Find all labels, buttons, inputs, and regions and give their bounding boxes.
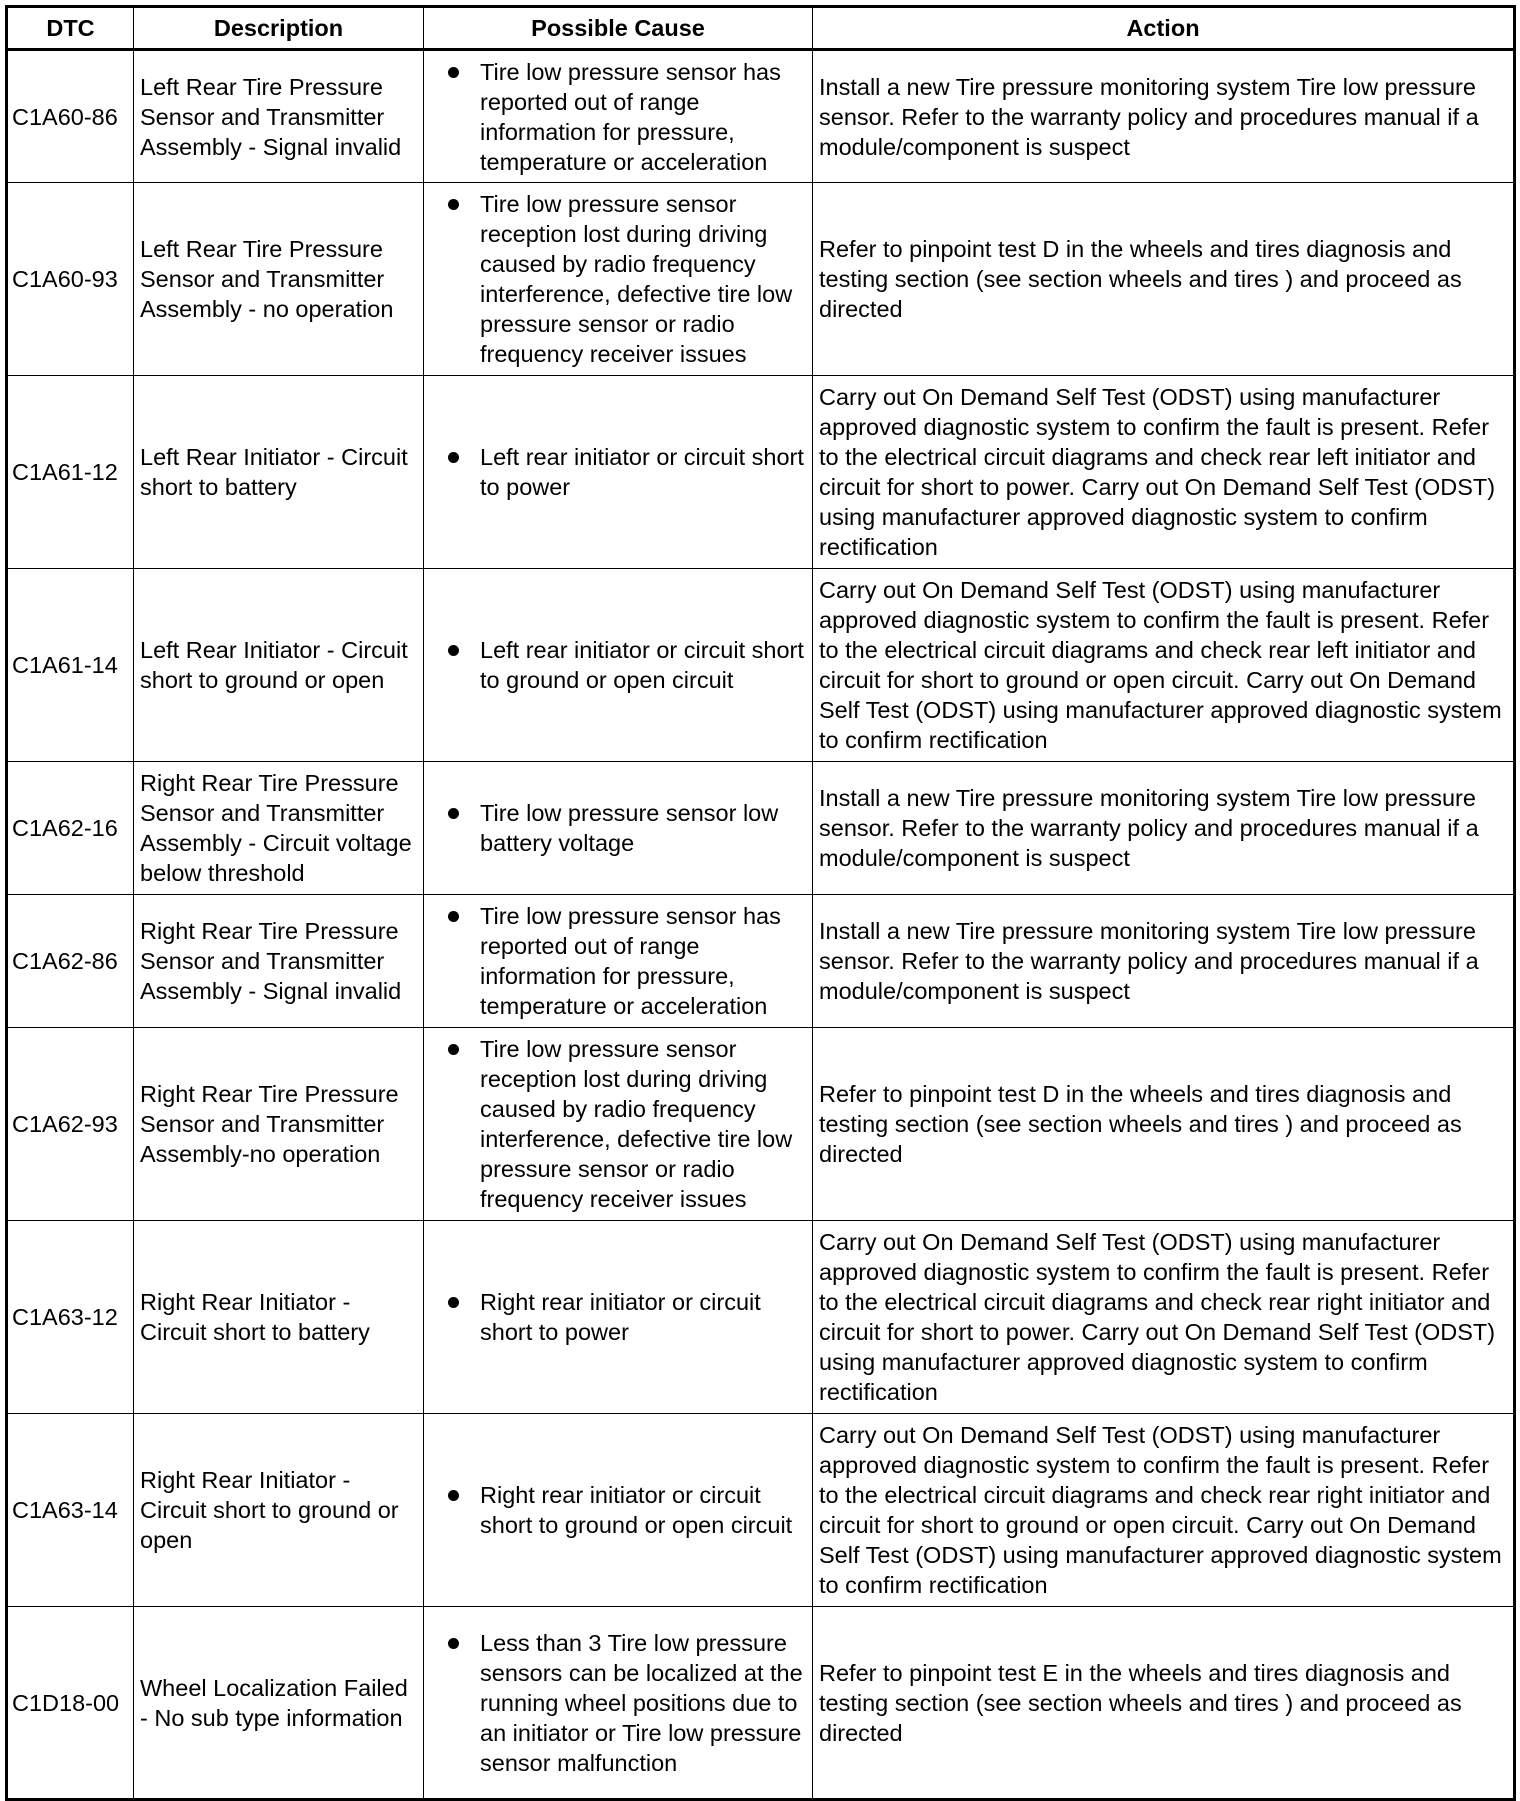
dtc-action: Install a new Tire pressure monitoring system Tire low pressure sensor. Refer to the warranty policy and procedures manual if a module/component is suspect: [813, 895, 1515, 1028]
dtc-description: Wheel Localization Failed - No sub type information: [134, 1607, 424, 1800]
possible-cause-cell: [424, 1221, 813, 1414]
dtc-table: [5, 5, 1516, 1801]
dtc-description: Right Rear Initiator - Circuit short to battery: [134, 1221, 424, 1414]
dtc-code: C1A61-14: [7, 569, 134, 762]
possible-cause-item: Less than 3 Tire low pressure sensors can be localized at the running wheel positions due to an initiator or Tire low pressure sensor malfunction: [446, 1628, 804, 1778]
possible-cause-cell: [424, 569, 813, 762]
possible-cause-cell: [424, 1414, 813, 1607]
possible-cause-item: Right rear initiator or circuit short to ground or open circuit: [446, 1480, 804, 1540]
header-dtc: DTC: [7, 7, 134, 50]
possible-cause-cell: [424, 762, 813, 895]
dtc-code: C1A62-93: [7, 1028, 134, 1221]
possible-cause-cell: [424, 376, 813, 569]
table-row: [7, 1414, 1515, 1607]
dtc-code: C1A60-93: [7, 183, 134, 376]
table-row: [7, 1028, 1515, 1221]
dtc-action: Carry out On Demand Self Test (ODST) using manufacturer approved diagnostic system to confirm the fault is present. Refer to the electrical circuit diagrams and check rear right initiator and circuit for short to ground or open circuit. Carry out On Demand Self Test (ODST) using manufacturer approved diagnostic system to confirm rectification: [813, 1414, 1515, 1607]
possible-cause-cell: [424, 1607, 813, 1800]
dtc-action: Refer to pinpoint test E in the wheels and tires diagnosis and testing section (see section wheels and tires ) and proceed as directed: [813, 1607, 1515, 1800]
table-row: [7, 1607, 1515, 1800]
possible-cause-item: Tire low pressure sensor reception lost during driving caused by radio frequency interference, defective tire low pressure sensor or radio frequency receiver issues: [446, 1034, 804, 1214]
table-row: [7, 762, 1515, 895]
dtc-description: Left Rear Tire Pressure Sensor and Transmitter Assembly - Signal invalid: [134, 50, 424, 183]
dtc-description: Right Rear Tire Pressure Sensor and Transmitter Assembly - Signal invalid: [134, 895, 424, 1028]
header-possible-cause: Possible Cause: [424, 7, 813, 50]
possible-cause-cell: [424, 895, 813, 1028]
dtc-action: Refer to pinpoint test D in the wheels and tires diagnosis and testing section (see section wheels and tires ) and proceed as directed: [813, 1028, 1515, 1221]
possible-cause-item: Left rear initiator or circuit short to ground or open circuit: [446, 635, 804, 695]
table-header-row: [7, 7, 1515, 50]
possible-cause-item: Tire low pressure sensor reception lost during driving caused by radio frequency interference, defective tire low pressure sensor or radio frequency receiver issues: [446, 189, 804, 369]
dtc-action: Install a new Tire pressure monitoring system Tire low pressure sensor. Refer to the warranty policy and procedures manual if a module/component is suspect: [813, 50, 1515, 183]
possible-cause-cell: [424, 1028, 813, 1221]
table-row: [7, 1221, 1515, 1414]
dtc-description: Right Rear Tire Pressure Sensor and Transmitter Assembly - Circuit voltage below threshold: [134, 762, 424, 895]
dtc-action: Carry out On Demand Self Test (ODST) using manufacturer approved diagnostic system to confirm the fault is present. Refer to the electrical circuit diagrams and check rear right initiator and circuit for short to power. Carry out On Demand Self Test (ODST) using manufacturer approved diagnostic system to confirm rectification: [813, 1221, 1515, 1414]
dtc-code: C1A60-86: [7, 50, 134, 183]
header-description: Description: [134, 7, 424, 50]
dtc-code: C1A62-86: [7, 895, 134, 1028]
dtc-code: C1A63-12: [7, 1221, 134, 1414]
header-action: Action: [813, 7, 1515, 50]
table-row: [7, 569, 1515, 762]
table-row: [7, 183, 1515, 376]
dtc-description: Left Rear Initiator - Circuit short to battery: [134, 376, 424, 569]
dtc-description: Left Rear Initiator - Circuit short to ground or open: [134, 569, 424, 762]
table-row: [7, 50, 1515, 183]
dtc-action: Carry out On Demand Self Test (ODST) using manufacturer approved diagnostic system to confirm the fault is present. Refer to the electrical circuit diagrams and check rear left initiator and circuit for short to ground or open circuit. Carry out On Demand Self Test (ODST) using manufacturer approved diagnostic system to confirm rectification: [813, 569, 1515, 762]
dtc-code: C1A61-12: [7, 376, 134, 569]
possible-cause-cell: [424, 183, 813, 376]
dtc-action: Carry out On Demand Self Test (ODST) using manufacturer approved diagnostic system to confirm the fault is present. Refer to the electrical circuit diagrams and check rear left initiator and circuit for short to power. Carry out On Demand Self Test (ODST) using manufacturer approved diagnostic system to confirm rectification: [813, 376, 1515, 569]
possible-cause-item: Tire low pressure sensor has reported out of range information for pressure, temperature or acceleration: [446, 901, 804, 1021]
possible-cause-item: Tire low pressure sensor low battery voltage: [446, 798, 804, 858]
dtc-code: C1A62-16: [7, 762, 134, 895]
dtc-action: Install a new Tire pressure monitoring system Tire low pressure sensor. Refer to the warranty policy and procedures manual if a module/component is suspect: [813, 762, 1515, 895]
dtc-description: Right Rear Tire Pressure Sensor and Transmitter Assembly-no operation: [134, 1028, 424, 1221]
possible-cause-cell: [424, 50, 813, 183]
dtc-action: Refer to pinpoint test D in the wheels and tires diagnosis and testing section (see section wheels and tires ) and proceed as directed: [813, 183, 1515, 376]
table-row: [7, 376, 1515, 569]
dtc-description: Left Rear Tire Pressure Sensor and Transmitter Assembly - no operation: [134, 183, 424, 376]
dtc-code: C1A63-14: [7, 1414, 134, 1607]
dtc-code: C1D18-00: [7, 1607, 134, 1800]
possible-cause-item: Tire low pressure sensor has reported out of range information for pressure, temperature or acceleration: [446, 57, 804, 177]
table-row: [7, 895, 1515, 1028]
possible-cause-item: Right rear initiator or circuit short to power: [446, 1287, 804, 1347]
possible-cause-item: Left rear initiator or circuit short to power: [446, 442, 804, 502]
dtc-description: Right Rear Initiator - Circuit short to ground or open: [134, 1414, 424, 1607]
